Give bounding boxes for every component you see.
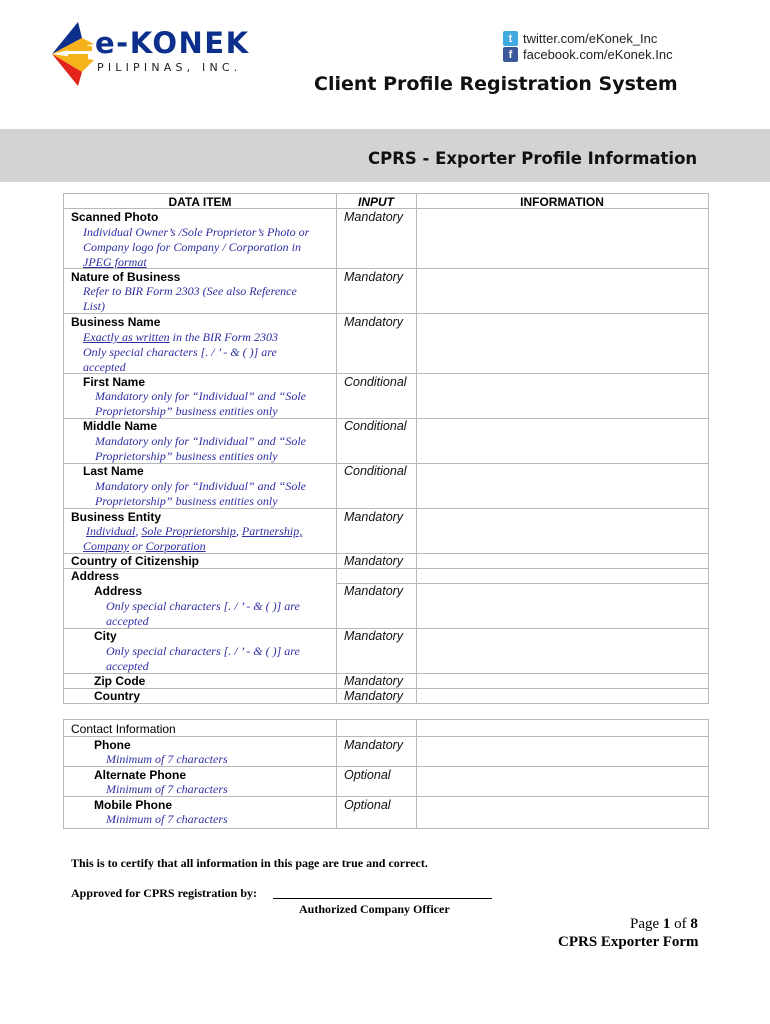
section-title: CPRS - Exporter Profile Information: [368, 149, 698, 168]
mobile-phone-note: Minimum of 7 characters: [106, 812, 228, 826]
signature-line: [273, 898, 492, 899]
mobile-phone-input: Optional: [344, 798, 391, 812]
alternate-phone-input: Optional: [344, 768, 391, 782]
first-name-label: First Name: [83, 375, 146, 389]
nature-of-business-label: Nature of Business: [71, 270, 181, 284]
phone-note: Minimum of 7 characters: [106, 752, 228, 766]
facebook-url: facebook.com/eKonek.Inc: [523, 47, 673, 62]
nature-of-business-input: Mandatory: [344, 270, 404, 284]
country-of-citizenship-label: Country of Citizenship: [71, 554, 199, 568]
scanned-photo-note: Individual Owner’s /Sole Proprietor’s Photo or Company logo for Company / Corporation in JPEG format: [83, 225, 310, 269]
company-subtitle: PILIPINAS, INC.: [97, 61, 242, 74]
contact-information-title: Contact Information: [71, 722, 176, 736]
business-entity-input: Mandatory: [344, 510, 404, 524]
business-entity-label: Business Entity: [71, 510, 162, 524]
phone-label: Phone: [94, 738, 131, 752]
mobile-phone-label: Mobile Phone: [94, 798, 172, 812]
address-note: Only special characters [. / ’ - & ( )] are accepted: [106, 599, 300, 628]
last-name-label: Last Name: [83, 464, 144, 478]
address-group-label: Address: [71, 569, 120, 583]
country-of-citizenship-input: Mandatory: [344, 554, 404, 568]
phone-input: Mandatory: [344, 738, 404, 752]
twitter-link[interactable]: [503, 31, 657, 46]
scanned-photo-label: Scanned Photo: [71, 210, 159, 224]
middle-name-input: Conditional: [344, 419, 407, 433]
first-name-input: Conditional: [344, 375, 407, 389]
zip-code-label: Zip Code: [94, 674, 146, 688]
middle-name-note: Mandatory only for “Individual” and “Sole Proprietorship” business entities only: [95, 434, 306, 463]
certification-statement: This is to certify that all information in this page are true and correct.: [71, 856, 428, 870]
last-name-note: Mandatory only for “Individual” and “Sole Proprietorship” business entities only: [95, 479, 306, 508]
nature-of-business-note: Refer to BIR Form 2303 (See also Reference List): [83, 284, 297, 313]
company-name: e-KONEK: [95, 26, 250, 60]
city-note: Only special characters [. / ’ - & ( )] are accepted: [106, 644, 300, 673]
form-name: CPRS Exporter Form: [558, 934, 699, 950]
city-input: Mandatory: [344, 629, 404, 643]
business-entity-note: Individual, Sole Proprietorship, Partnership, Company or Corporation: [83, 524, 303, 553]
last-name-input: Conditional: [344, 464, 407, 478]
country-input: Mandatory: [344, 689, 404, 703]
twitter-url: twitter.com/eKonek_Inc: [523, 31, 658, 46]
country-label: Country: [94, 689, 140, 703]
header-input: INPUT: [358, 195, 394, 209]
middle-name-label: Middle Name: [83, 419, 158, 433]
address-label: Address: [94, 584, 143, 598]
business-name-input: Mandatory: [344, 315, 404, 329]
system-title: Client Profile Registration System: [314, 73, 678, 95]
business-name-label: Business Name: [71, 315, 161, 329]
first-name-note: Mandatory only for “Individual” and “Sole Proprietorship” business entities only: [95, 389, 306, 418]
zip-code-input: Mandatory: [344, 674, 404, 688]
facebook-link[interactable]: [503, 47, 673, 62]
profile-table: [63, 193, 709, 704]
approval-label: Approved for CPRS registration by:: [71, 886, 257, 900]
scanned-photo-input: Mandatory: [344, 210, 404, 224]
alternate-phone-note: Minimum of 7 characters: [106, 782, 228, 796]
twitter-icon: t: [503, 31, 518, 46]
alternate-phone-label: Alternate Phone: [94, 768, 187, 782]
facebook-icon: f: [503, 47, 518, 62]
page-number: Page 1 of 8: [630, 916, 698, 932]
authorized-officer-label: Authorized Company Officer: [299, 902, 450, 916]
header-information: INFORMATION: [520, 195, 604, 209]
city-label: City: [94, 629, 117, 643]
business-name-note: Exactly as written in the BIR Form 2303 Only special characters [. / ’ - & ( )] are accepted: [83, 330, 278, 374]
contact-table: [63, 719, 709, 829]
header-data-item: DATA ITEM: [168, 195, 232, 209]
address-input: Mandatory: [344, 584, 404, 598]
